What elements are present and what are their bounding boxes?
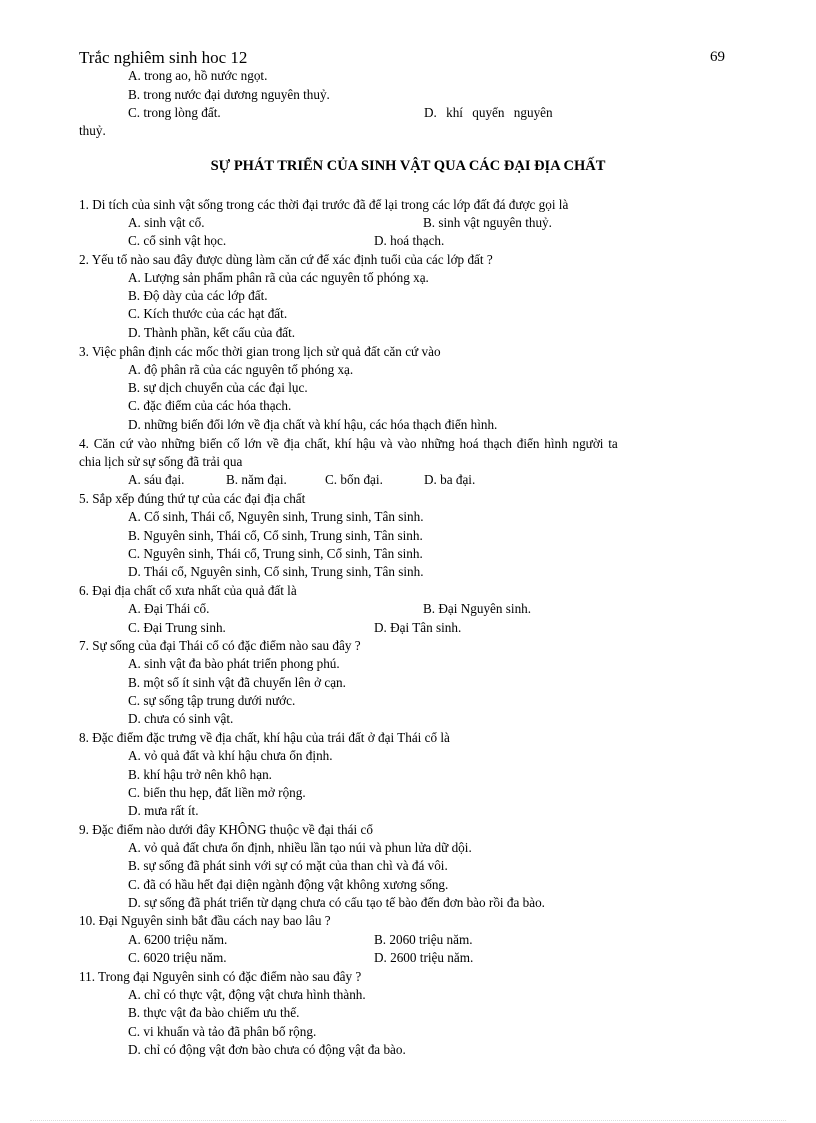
option-c: C. 6020 triệu năm. — [128, 950, 227, 965]
option-b: B. Đại Nguyên sinh. — [423, 601, 532, 616]
option-a: A. sinh vật đa bào phát triển phong phú. — [128, 656, 340, 671]
option-d: D. chỉ có động vật đơn bào chưa có động vật đa bào. — [128, 1042, 406, 1057]
question-stem: 6. Đại địa chất cổ xưa nhất của quả đất là — [79, 583, 297, 598]
option-a: A. Đại Thái cổ. — [128, 601, 210, 616]
option-a: A. Lượng sản phẩm phân rã của các nguyên tố phóng xạ. — [128, 270, 429, 285]
option-d: D. Đại Tân sinh. — [374, 620, 462, 635]
option-b: B. sinh vật nguyên thuỷ. — [423, 215, 552, 230]
option-b: B. năm đại. — [226, 472, 287, 487]
option-c: C. biển thu hẹp, đất liền mở rộng. — [128, 785, 306, 800]
carryover-option-d: D. khí quyển nguyên — [424, 105, 553, 120]
option-c: C. Nguyên sinh, Thái cổ, Trung sinh, Cổ sinh, Tân sinh. — [128, 546, 423, 561]
question-stem: 4. Căn cứ vào những biến cố lớn về địa chất, khí hậu và vào những hoá thạch điển hình người ta — [79, 436, 618, 451]
page-number: 69 — [710, 49, 725, 65]
option-d: D. 2600 triệu năm. — [374, 950, 474, 965]
question-stem: 11. Trong đại Nguyên sinh có đặc điểm nào sau đây ? — [79, 969, 362, 984]
option-c: C. Kích thước của các hạt đất. — [128, 306, 288, 321]
carryover-option-a: A. trong ao, hồ nước ngọt. — [128, 68, 268, 83]
question-stem: 9. Đặc điểm nào dưới đây KHÔNG thuộc về đại thái cổ — [79, 822, 373, 837]
option-d: D. ba đại. — [424, 472, 476, 487]
option-c: C. sự sống tập trung dưới nước. — [128, 693, 296, 708]
question-stem: 8. Đặc điểm đặc trưng về địa chất, khí hậu của trái đất ở đại Thái cổ là — [79, 730, 450, 745]
option-a: A. vỏ quả đất chưa ổn định, nhiều lần tạo núi và phun lửa dữ dội. — [128, 840, 472, 855]
option-d: D. chưa có sinh vật. — [128, 711, 234, 726]
option-a: A. vỏ quả đất và khí hậu chưa ổn định. — [128, 748, 333, 763]
question-stem: 7. Sự sống của đại Thái cổ có đặc điểm nào sau đây ? — [79, 638, 361, 653]
option-b: B. Nguyên sinh, Thái cổ, Cổ sinh, Trung sinh, Tân sinh. — [128, 528, 423, 543]
option-c: C. vi khuẩn và tảo đã phân bố rộng. — [128, 1024, 317, 1039]
option-a: A. độ phân rã của các nguyên tố phóng xạ. — [128, 362, 354, 377]
option-a: A. chỉ có thực vật, động vật chưa hình thành. — [128, 987, 366, 1002]
option-d: D. Thái cổ, Nguyên sinh, Cổ sinh, Trung sinh, Tân sinh. — [128, 564, 424, 579]
option-a: A. sáu đại. — [128, 472, 185, 487]
question-stem: 3. Việc phân định các mốc thời gian trong lịch sử quả đất căn cứ vào — [79, 344, 441, 359]
option-c: C. bốn đại. — [325, 472, 383, 487]
carryover-option-c: C. trong lòng đất. — [128, 105, 221, 120]
option-c: C. Đại Trung sinh. — [128, 620, 226, 635]
question-stem: 1. Di tích của sinh vật sống trong các thời đại trước đã để lại trong các lớp đất đá được gọi là — [79, 197, 569, 212]
option-b: B. sự sống đã phát sinh với sự có mặt của than chì và đá vôi. — [128, 858, 448, 873]
option-d: D. mưa rất ít. — [128, 803, 199, 818]
option-a: A. 6200 triệu năm. — [128, 932, 228, 947]
option-d: D. hoá thạch. — [374, 233, 445, 248]
option-d: D. sự sống đã phát triển từ dạng chưa có cấu tạo tế bào đến đơn bào rồi đa bào. — [128, 895, 545, 910]
question-stem: 5. Sắp xếp đúng thứ tự của các đại địa chất — [79, 491, 306, 506]
option-d: D. Thành phần, kết cấu của đất. — [128, 325, 296, 340]
page-bottom-edge — [30, 1120, 786, 1121]
option-b: B. một số ít sinh vật đã chuyển lên ở cạn. — [128, 675, 346, 690]
option-b: B. Độ dày của các lớp đất. — [128, 288, 268, 303]
option-c: C. đặc điểm của các hóa thạch. — [128, 398, 292, 413]
question-stem: 10. Đại Nguyên sinh bắt đầu cách nay bao lâu ? — [79, 913, 331, 928]
question-stem-continued: chia lịch sử sự sống đã trải qua — [79, 454, 243, 469]
option-b: B. khí hậu trở nên khô hạn. — [128, 767, 272, 782]
option-d: D. những biến đổi lớn về địa chất và khí hậu, các hóa thạch điển hình. — [128, 417, 498, 432]
option-b: B. 2060 triệu năm. — [374, 932, 473, 947]
option-c: C. đã có hầu hết đại diện ngành động vật không xương sống. — [128, 877, 449, 892]
option-b: B. sự dịch chuyển của các đại lục. — [128, 380, 308, 395]
carryover-option-d-continued: thuỷ. — [79, 123, 106, 138]
option-c: C. cổ sinh vật học. — [128, 233, 227, 248]
running-header-title: Trắc nghiêm sinh hoc 12 — [79, 48, 248, 67]
section-title: SỰ PHÁT TRIỂN CỦA SINH VẬT QUA CÁC ĐẠI ĐỊA CHẤT — [210, 158, 606, 174]
question-stem: 2. Yếu tố nào sau đây được dùng làm căn cứ để xác định tuổi của các lớp đất ? — [79, 252, 493, 267]
option-a: A. Cổ sinh, Thái cổ, Nguyên sinh, Trung sinh, Tân sinh. — [128, 509, 424, 524]
carryover-option-b: B. trong nước đại dương nguyên thuỷ. — [128, 87, 330, 102]
option-a: A. sinh vật cổ. — [128, 215, 205, 230]
option-b: B. thực vật đa bào chiếm ưu thế. — [128, 1005, 300, 1020]
